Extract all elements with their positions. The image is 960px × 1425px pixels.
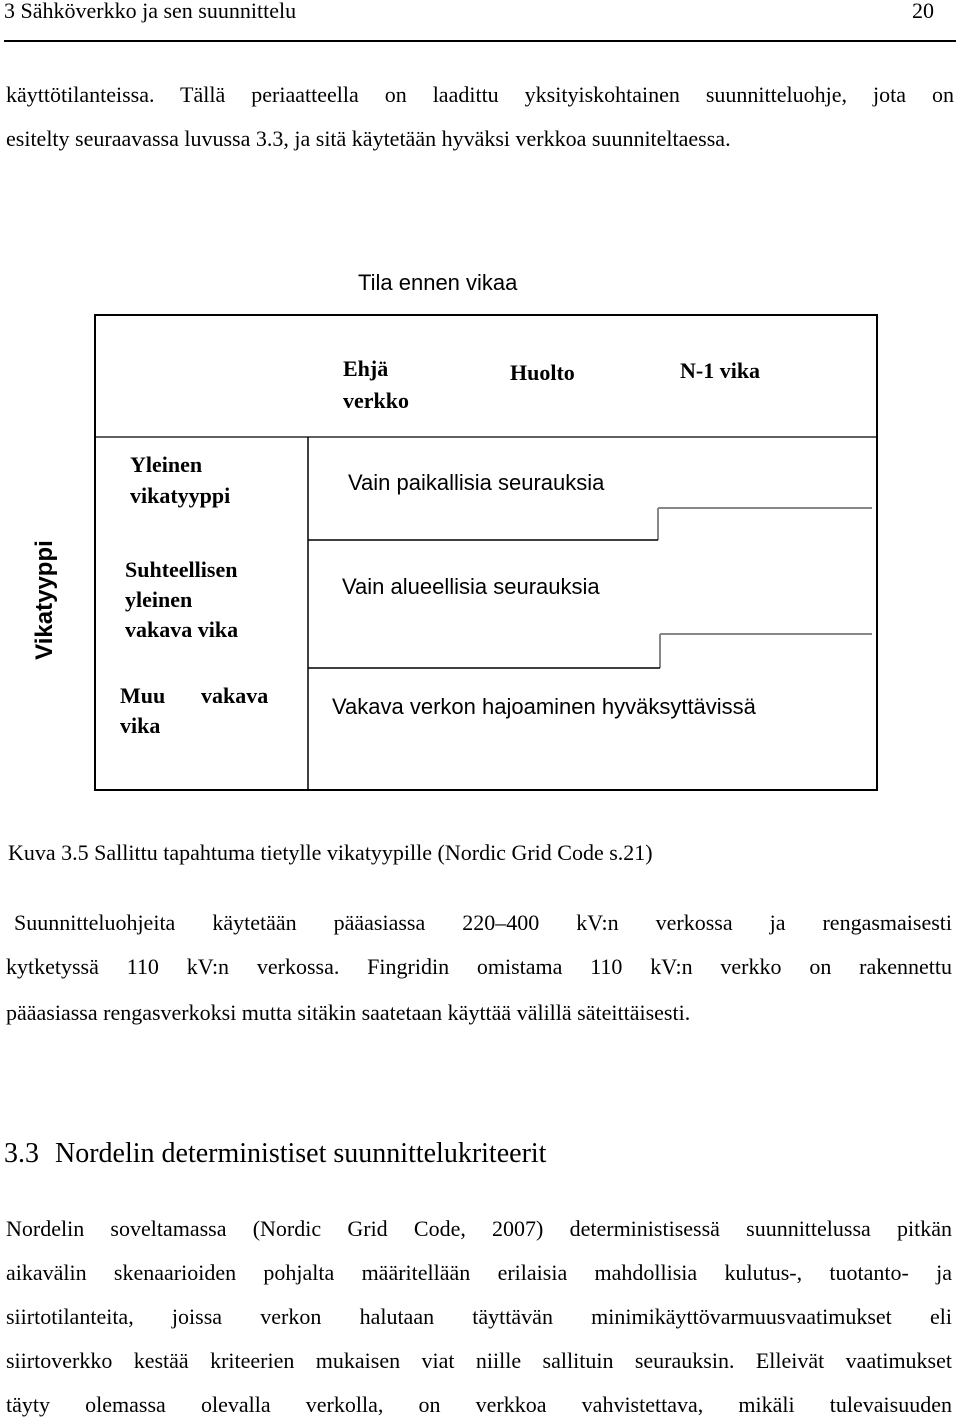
row3-word1: Muu — [120, 683, 166, 708]
intro-line-2: esitelty seuraavassa luvussa 3.3, ja sitä käytetään hyväksi verkkoa suunniteltaessa. — [6, 126, 731, 151]
figure-caption: Kuva 3.5 Sallittu tapahtuma tietylle vikatyypille (Nordic Grid Code s.21) — [8, 840, 653, 865]
para2-line-2: kytketyssä 110 kV:n verkossa. Fingridin omistama 110 kV:n verkko on rakennettu — [6, 954, 952, 979]
row1-line1: Yleinen — [130, 452, 203, 477]
row3-line2: vika — [120, 713, 161, 738]
figure-top-title: Tila ennen vikaa — [358, 270, 518, 295]
para2-line-3: pääasiassa rengasverkoksi mutta sitäkin saatetaan käyttää välillä säteittäisesti. — [6, 1000, 691, 1025]
section-title: Nordelin deterministiset suunnittelukriteerit — [55, 1138, 547, 1169]
section-heading — [4, 1138, 546, 1170]
col-ehja-line2: verkko — [343, 388, 409, 413]
col-ehja-line1: Ehjä — [343, 356, 389, 381]
running-header-chapter: 3 Sähköverkko ja sen suunnittelu — [4, 0, 297, 23]
row2-line3: vakava vika — [125, 617, 239, 642]
para3-line-5: täyty olemassa olevalla verkolla, on verkkoa vahvistettava, mikäli tulevaisuuden — [6, 1392, 952, 1417]
col-huolto: Huolto — [510, 360, 575, 385]
para2-line-1: Suunnitteluohjeita käytetään pääasiassa 220–400 kV:n verkossa ja rengasmaisesti — [14, 910, 952, 935]
col-n1: N-1 vika — [680, 358, 761, 383]
consequence-local: Vain paikallisia seurauksia — [348, 470, 605, 495]
side-label-vikatyyppi — [10, 520, 80, 680]
row1-line2: vikatyyppi — [130, 483, 231, 508]
row3-word2: vakava — [201, 683, 269, 708]
consequence-severe: Vakava verkon hajoaminen hyväksyttävissä — [332, 694, 756, 719]
page-number: 20 — [912, 0, 934, 23]
para3-line-2: aikavälin skenaarioiden pohjalta määritellään erilaisia mahdollisia kulutus-, tuotanto- ja — [6, 1260, 952, 1285]
side-label-text: Vikatyyppi — [31, 540, 58, 660]
para3-line-1: Nordelin soveltamassa (Nordic Grid Code, 2007) deterministisessä suunnittelussa pitkän — [6, 1216, 952, 1241]
para3-line-3: siirtotilanteita, joissa verkon halutaan täyttävän minimikäyttövarmuusvaatimukset eli — [6, 1304, 952, 1329]
section-number: 3.3 — [4, 1138, 39, 1169]
row2-line2: yleinen — [125, 587, 193, 612]
row2-line1: Suhteellisen — [125, 557, 238, 582]
para3-line-4: siirtoverkko kestää kriteerien mukaisen viat niille sallituin seurauksin. Elleivät vaatimukset — [6, 1348, 952, 1373]
consequence-regional: Vain alueellisia seurauksia — [342, 574, 600, 599]
intro-line-1: käyttötilanteissa. Tällä periaatteella on laadittu yksityiskohtainen suunnitteluohje, jota on — [6, 82, 954, 107]
